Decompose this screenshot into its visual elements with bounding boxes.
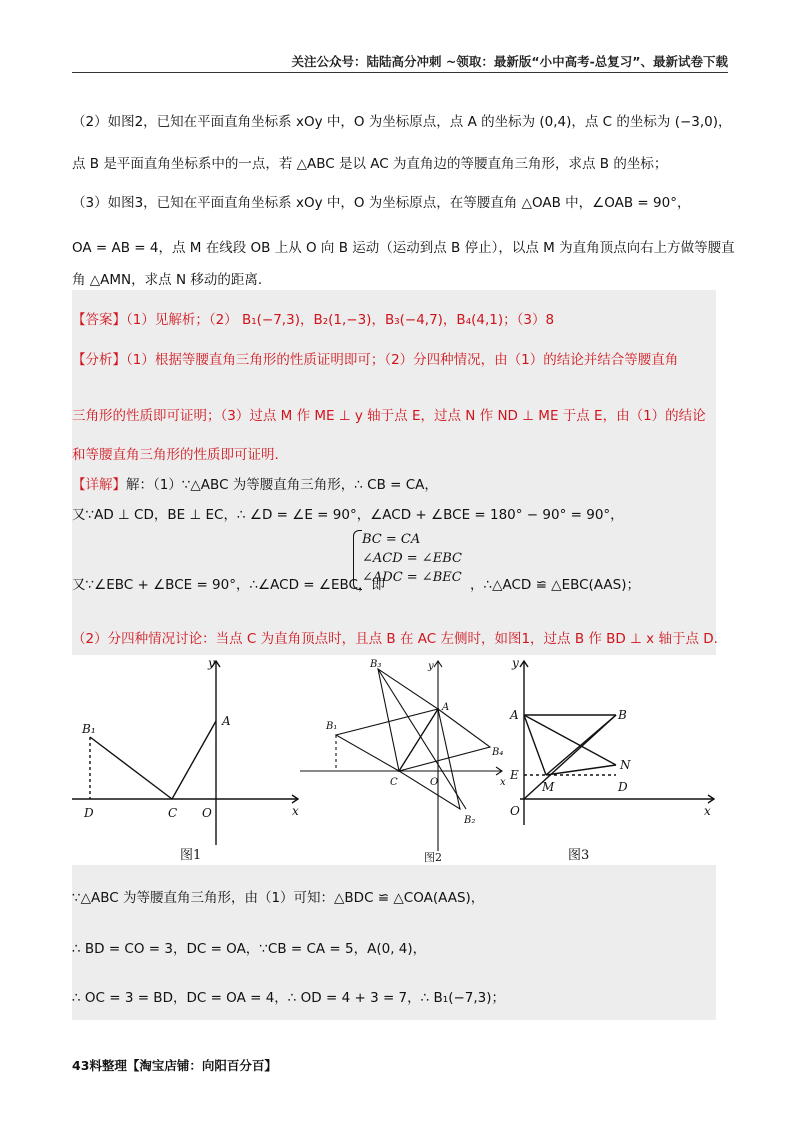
question-3-line-1: （3）如图3，已知在平面直角坐标系 xOy 中，O 为坐标原点，在等腰直角 △OAB 中，∠OAB = 90°， bbox=[72, 195, 691, 211]
detail-line-3a: 又∵∠EBC + ∠BCE = 90°，∴∠ACD = ∠EBC，即 bbox=[72, 577, 385, 593]
fig1-label-y: y bbox=[208, 656, 215, 670]
fig1-label-x: x bbox=[292, 804, 299, 818]
fig2-label-b4: B₄ bbox=[492, 747, 504, 758]
fig1-caption: 图1 bbox=[180, 848, 202, 863]
answer-label: 【答案】 bbox=[72, 312, 126, 328]
analysis-line-3: 和等腰直角三角形的性质即可证明. bbox=[72, 447, 279, 463]
fig3-label-a: A bbox=[510, 708, 519, 722]
detail-text-1: 解：（1）∵△ABC 为等腰直角三角形，∴ CB = CA， bbox=[126, 477, 438, 493]
fig1-label-b1: B₁ bbox=[82, 722, 96, 736]
fig2-label-c: C bbox=[390, 777, 398, 788]
analysis-line-1 bbox=[72, 348, 678, 368]
fig3-segment-am bbox=[524, 715, 546, 775]
figure-3 bbox=[520, 661, 714, 825]
fig2-triangle-b2 bbox=[399, 709, 460, 809]
fig3-label-y: y bbox=[512, 656, 519, 670]
system-eq-3: ∠ADC = ∠BEC bbox=[362, 570, 462, 585]
fig3-caption: 图3 bbox=[568, 848, 590, 863]
analysis-label: 【分析】 bbox=[72, 352, 126, 368]
fig3-label-o: O bbox=[510, 804, 520, 818]
fig1-label-d: D bbox=[84, 806, 94, 820]
fig1-segment-ca bbox=[172, 721, 216, 799]
figures-svg bbox=[72, 655, 716, 865]
equation-system bbox=[362, 532, 482, 589]
fig2-label-b3: B₃ bbox=[370, 659, 382, 670]
fig1-segment-b1c bbox=[90, 737, 172, 799]
fig3-label-m: M bbox=[542, 780, 555, 794]
question-3-line-2: OA = AB = 4，点 M 在线段 OB 上从 O 向 B 运动（运动到点 B 停止），以点 M 为直角顶点向右上方做等腰直 bbox=[72, 240, 735, 256]
page-header: 关注公众号：陆陆高分冲刺 ~领取：最新版“小中高考-总复习”、最新试卷下载 bbox=[291, 54, 728, 69]
detail-line-1 bbox=[72, 473, 438, 493]
fig2-label-a: A bbox=[442, 702, 450, 713]
fig1-label-c: C bbox=[168, 806, 178, 820]
solution-line-1: ∵△ABC 为等腰直角三角形，由（1）可知：△BDC ≌ △COA(AAS)， bbox=[72, 890, 485, 906]
question-2-line-1: （2）如图2，已知在平面直角坐标系 xOy 中，O 为坐标原点，点 A 的坐标为 (0,4)，点 C 的坐标为 (−3,0)， bbox=[72, 114, 732, 130]
detail-line-2: 又∵AD ⊥ CD，BE ⊥ EC，∴ ∠D = ∠E = 90°，∠ACD + ∠BCE = 180° − 90° = 90°， bbox=[72, 507, 624, 523]
analysis-text-1: （1）根据等腰直角三角形的性质证明即可；（2）分四种情况，由（1）的结论并结合等腰直角 bbox=[126, 352, 679, 368]
fig2-label-b1: B₁ bbox=[326, 721, 338, 732]
detail-label: 【详解】 bbox=[72, 477, 126, 493]
question-3-line-3: 角 △AMN，求点 N 移动的距离. bbox=[72, 272, 263, 288]
fig3-labels bbox=[509, 656, 711, 863]
analysis-line-2: 三角形的性质即可证明；（3）过点 M 作 ME ⊥ y 轴于点 E，过点 N 作 ND ⊥ ME 于点 E，由（1）的结论 bbox=[72, 408, 706, 424]
fig2-label-x: x bbox=[500, 777, 506, 788]
detail-line-3b: ，∴△ACD ≌ △EBC(AAS)； bbox=[470, 577, 640, 593]
fig2-label-b2: B₂ bbox=[464, 815, 476, 826]
fig2-label-o: O bbox=[430, 777, 439, 788]
fig1-label-o: O bbox=[202, 806, 212, 820]
fig2-labels bbox=[325, 659, 506, 864]
fig2-line-b3-b2 bbox=[378, 669, 466, 809]
figure-1 bbox=[72, 661, 298, 845]
figures-area bbox=[72, 655, 716, 865]
fig3-label-n: N bbox=[620, 758, 631, 772]
system-eq-2: ∠ACD = ∠EBC bbox=[362, 551, 462, 566]
fig3-label-x: x bbox=[704, 804, 711, 818]
question-2-line-2: 点 B 是平面直角坐标系中的一点，若 △ABC 是以 AC 为直角边的等腰直角三角形，求点 B 的坐标； bbox=[72, 156, 668, 172]
fig3-label-b: B bbox=[618, 708, 627, 722]
system-eq-1: BC = CA bbox=[362, 532, 421, 547]
solution-line-3: ∴ OC = 3 = BD，DC = OA = 4，∴ OD = 4 + 3 = 7，∴ B₁(−7,3)； bbox=[72, 990, 506, 1006]
fig3-label-e: E bbox=[510, 768, 519, 782]
answer-line bbox=[72, 308, 554, 328]
part-2-intro: （2）分四种情况讨论：当点 C 为直角顶点时，且点 B 在 AC 左侧时，如图1，过点 B 作 BD ⊥ x 轴于点 D. bbox=[72, 631, 718, 647]
system-brace bbox=[353, 530, 362, 590]
fig1-labels bbox=[81, 656, 299, 863]
fig3-label-d: D bbox=[618, 780, 628, 794]
fig2-caption: 图2 bbox=[424, 851, 442, 864]
header-divider bbox=[72, 72, 728, 73]
solution-line-2: ∴ BD = CO = 3，DC = OA，∵CB = CA = 5，A(0, 4)， bbox=[72, 941, 427, 957]
fig1-label-a: A bbox=[222, 714, 231, 728]
answer-text: （1）见解析；（2） B₁(−7,3)，B₂(1,−3)，B₃(−4,7)，B₄(4,1)；（3）8 bbox=[126, 312, 555, 328]
fig2-label-y: y bbox=[428, 661, 434, 672]
page-footer: 43料整理【淘宝店铺：向阳百分百】 bbox=[72, 1058, 277, 1073]
